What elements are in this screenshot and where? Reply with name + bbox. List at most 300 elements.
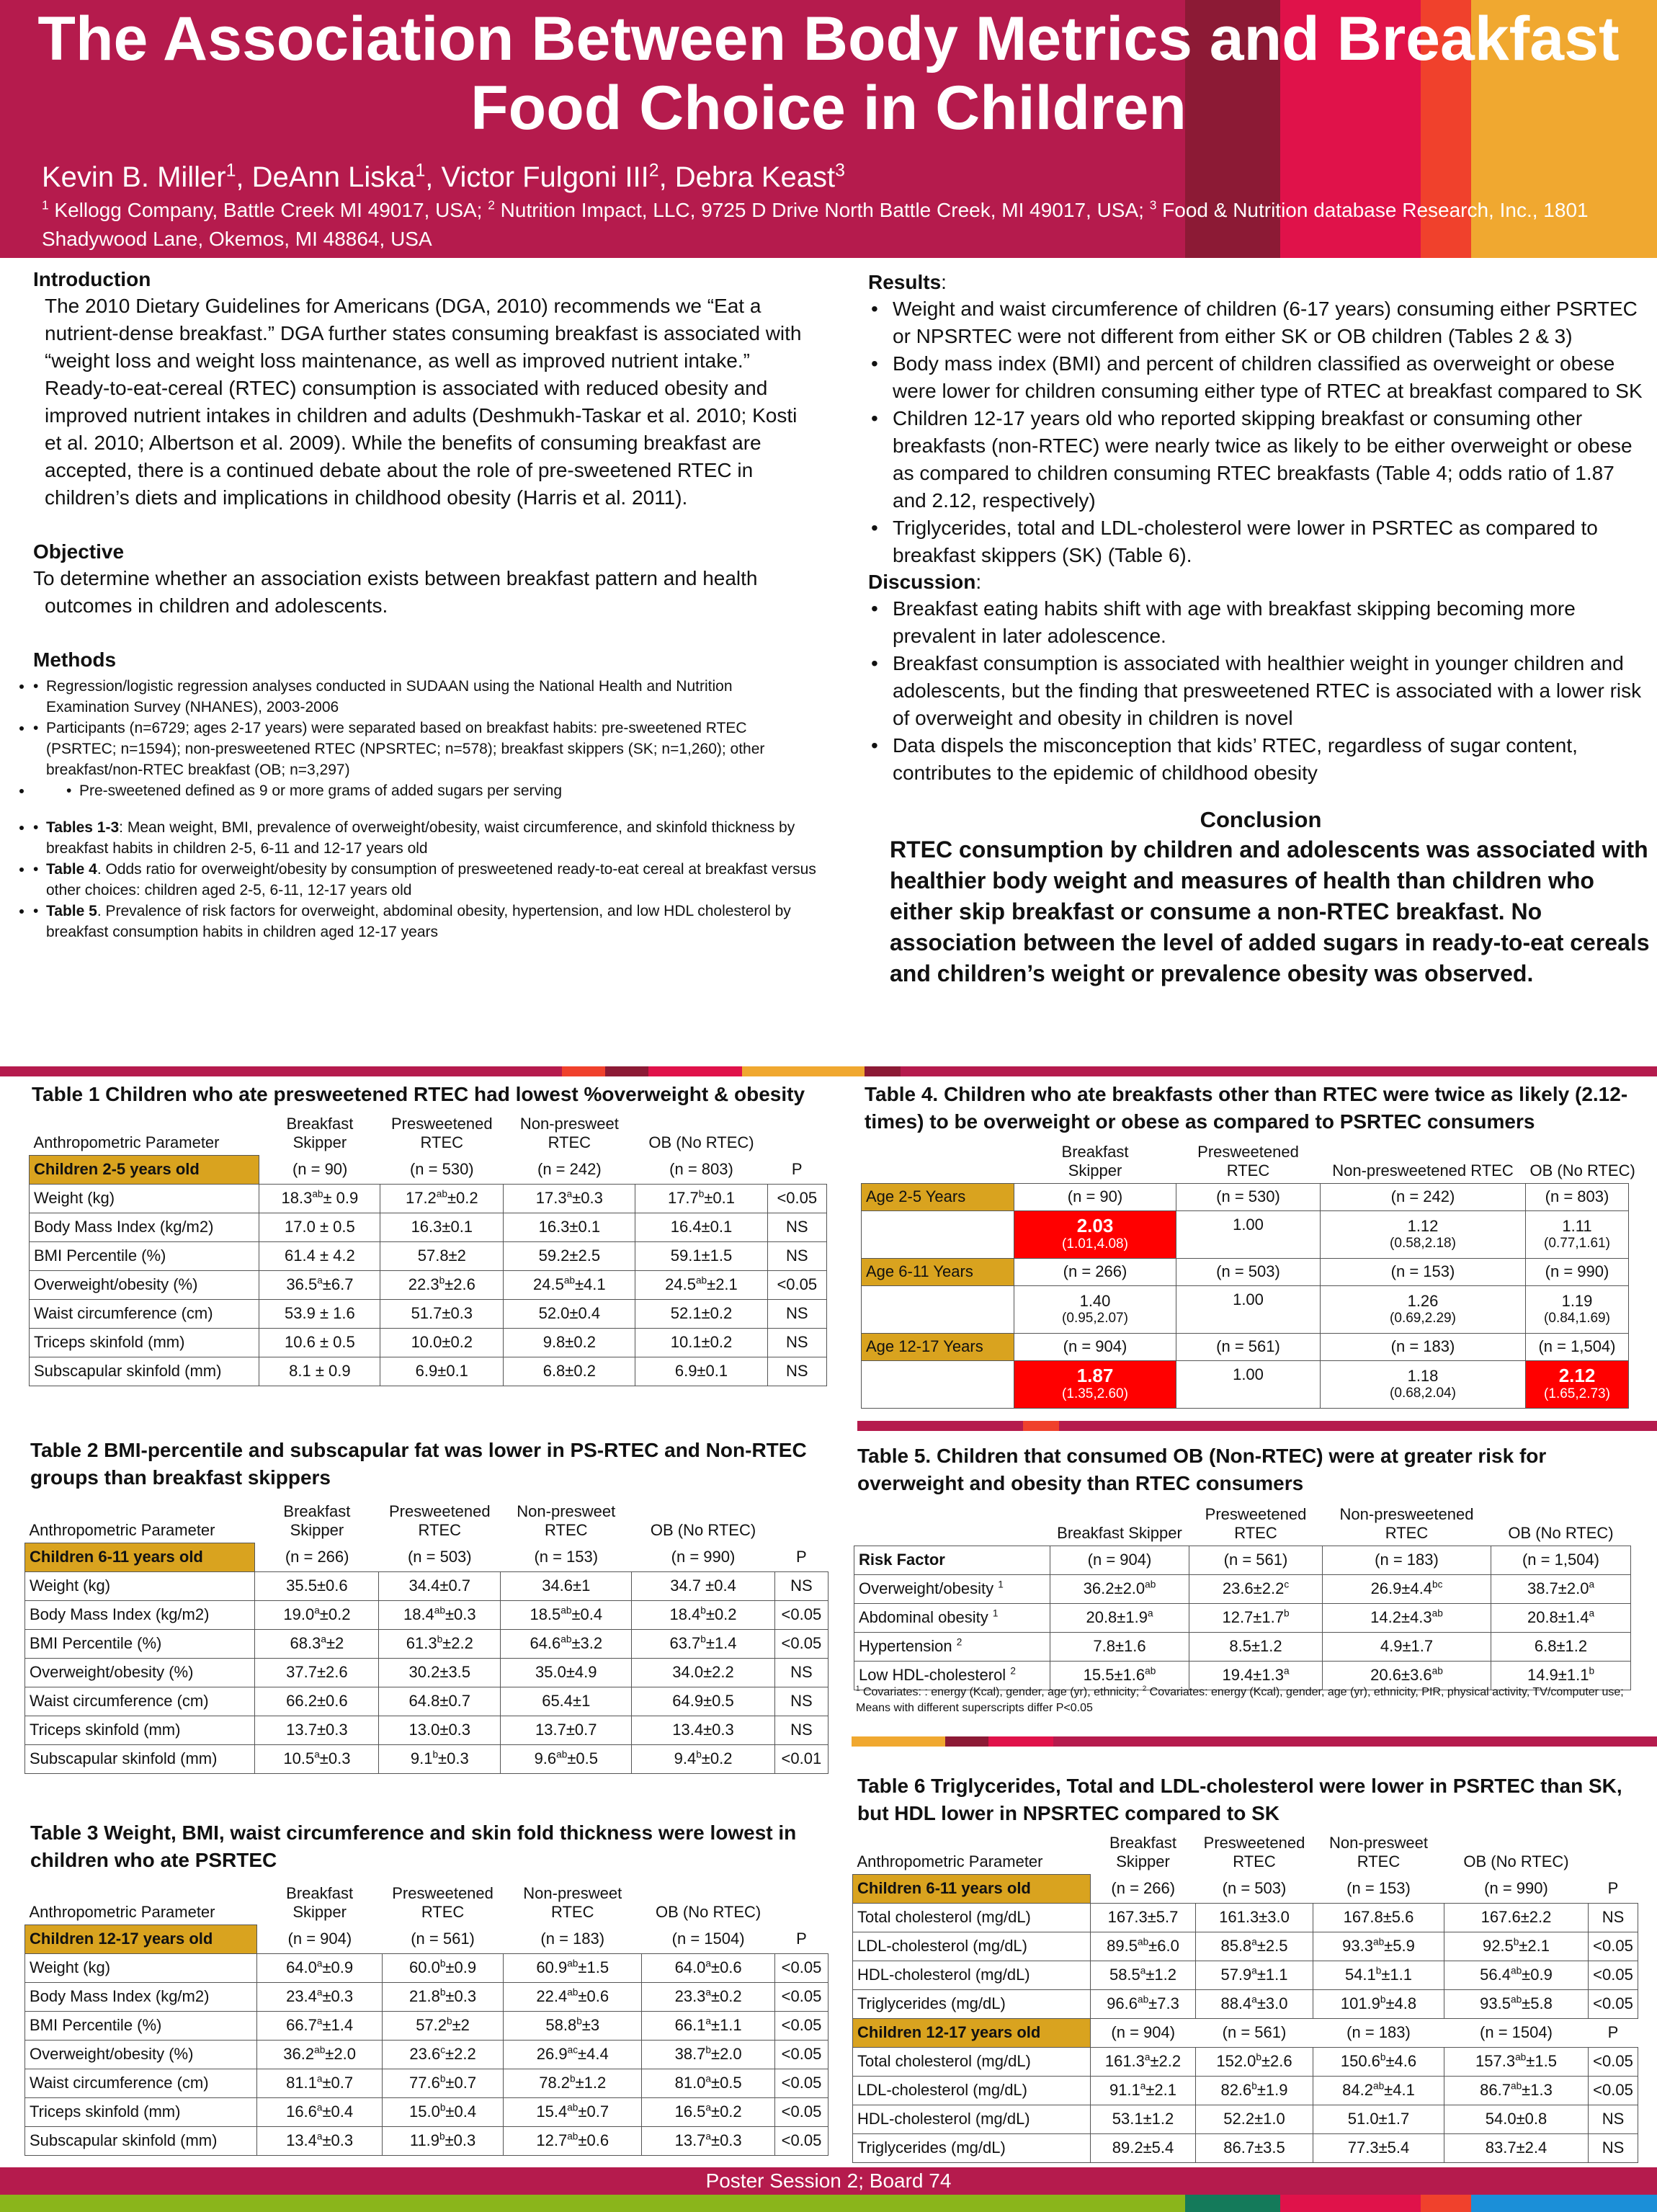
methods-table-label: Table 4 — [46, 861, 97, 878]
significance-superscript: a — [705, 2015, 711, 2027]
affiliation: $^3$ Food & Nutrition database Research, Inc., 1801 Shadywood Lane, Okemos, MI 48864, USA — [42, 197, 1589, 250]
table-header-row — [854, 1504, 1631, 1546]
table-row — [25, 1716, 828, 1744]
sample-size: (n = 90) — [1014, 1183, 1176, 1210]
column-header: Non-presweetened RTEC — [1332, 1161, 1514, 1179]
table-header-row — [25, 1501, 828, 1543]
value-cell: 53.1±1.2 — [1091, 2105, 1196, 2133]
value-cell: 84.2$^{ab}$±4.1 — [1313, 2076, 1444, 2105]
significance-superscript: ab — [1432, 1607, 1443, 1619]
value-cell: 66.1$^a$±1.1 — [642, 2011, 775, 2040]
column-header: Presweetened RTEC — [392, 1884, 493, 1921]
results-item: • Weight and waist circumference of children (6-17 years) consuming either PSRTEC or NPSRTEC were not different from either SK or OB children (Tables 2 & 3) — [868, 295, 1653, 350]
table1-title: Table 1 Children who ate presweetened RTEC had lowest %overweight & obesity — [32, 1083, 805, 1105]
p-value: <0.05 — [774, 1629, 828, 1658]
parameter-name: Overweight/obesity (%) — [25, 1658, 255, 1687]
parameter-name: Triglycerides (mg/dL) — [853, 2133, 1091, 2162]
p-value: NS — [767, 1357, 826, 1386]
affiliation-marker: 1 — [225, 161, 236, 181]
sample-size: (n = 503) — [1176, 1258, 1321, 1285]
value-cell: 86.7±3.5 — [1196, 2133, 1313, 2162]
parameter-name: Body Mass Index (kg/m2) — [25, 1600, 255, 1629]
value-cell: 15.0$^b$±0.4 — [382, 2097, 503, 2126]
methods-table-label: Tables 1-3 — [46, 819, 120, 836]
significance-superscript: a — [1140, 2080, 1146, 2092]
value-cell: 8.5±1.2 — [1189, 1632, 1323, 1661]
confidence-interval: (0.84,1.69) — [1544, 1311, 1610, 1326]
value-cell: 10.5$^a$±0.3 — [255, 1744, 379, 1773]
value-cell: 4.9±1.7 — [1323, 1632, 1491, 1661]
value-cell: 54.1$^b$±1.1 — [1313, 1961, 1444, 1989]
value-cell: 34.4±0.7 — [379, 1571, 501, 1600]
column-header — [767, 1113, 826, 1155]
p-value: <0.05 — [1589, 1932, 1638, 1961]
value-cell: 59.2±2.5 — [504, 1241, 635, 1270]
column-header: Anthropometric Parameter — [29, 1902, 215, 1921]
p-value: <0.01 — [774, 1744, 828, 1773]
column-header — [862, 1138, 1014, 1183]
odds-ratio-value: 1.00 — [1233, 1365, 1264, 1383]
column-header — [854, 1504, 1050, 1546]
odds-ratio-value: 1.26 — [1407, 1292, 1439, 1310]
group-row — [25, 1543, 828, 1571]
sample-size: (n = 990) — [1526, 1258, 1629, 1285]
table2-title: Table 2 BMI-percentile and subscapular fat was lower in PS-RTEC and Non-RTEC groups than breakfast skippers — [30, 1439, 807, 1489]
value-cell: 51.0±1.7 — [1313, 2105, 1444, 2133]
value-cell: 20.8±1.9$^a$ — [1050, 1603, 1189, 1632]
significance-superscript: a — [1144, 2051, 1151, 2063]
value-cell: 57.2$^b$±2 — [382, 2011, 503, 2040]
intro-heading: Introduction — [33, 268, 151, 290]
age-group-label: Children 12-17 years old — [25, 1925, 257, 1953]
significance-superscript: ab — [556, 1749, 568, 1760]
significance-superscript: ac — [567, 2044, 579, 2056]
value-cell: 66.7$^a$±1.4 — [257, 2011, 383, 2040]
sample-size: (n = 266) — [285, 1547, 349, 1566]
value-cell: 20.6±3.6$^{ab}$ — [1323, 1661, 1491, 1690]
table-header-row — [30, 1113, 827, 1155]
value-cell: 34.7 ±0.4 — [632, 1571, 774, 1600]
odds-ratio-value: 1.11 — [1562, 1217, 1592, 1235]
value-cell: 16.3±0.1 — [504, 1213, 635, 1241]
value-cell: 167.6±2.2 — [1444, 1903, 1589, 1932]
empty-cell — [862, 1210, 1014, 1258]
parameter-name: Triceps skinfold (mm) — [30, 1328, 259, 1357]
significance-superscript: ab — [1373, 1936, 1385, 1948]
table-row — [25, 2097, 828, 2126]
value-cell: 77.6$^b$±0.7 — [382, 2069, 503, 2097]
significance-superscript: a — [314, 1749, 320, 1760]
author-name: Kevin B. Miller$^1$, — [42, 161, 252, 193]
sample-size: (n = 266) — [1014, 1258, 1176, 1285]
significance-superscript: b — [439, 1958, 446, 1969]
column-header: Presweetened RTEC — [1205, 1504, 1307, 1542]
value-cell: 23.3$^a$±0.2 — [642, 1982, 775, 2011]
affiliation: $^2$ Nutrition Impact, LLC, 9725 D Drive North Battle Creek, MI 49017, USA; — [488, 197, 1150, 221]
sample-size: (n = 530) — [1176, 1183, 1321, 1210]
odds-ratio — [1526, 1285, 1629, 1333]
value-cell: 16.4±0.1 — [635, 1213, 767, 1241]
significance-superscript: ab — [1373, 2080, 1385, 2092]
significance-superscript: b — [1375, 1965, 1382, 1976]
sample-size: (n = 90) — [292, 1159, 348, 1178]
conclusion-text: RTEC consumption by children and adolescents was associated with healthier body weight and measures of health than children who either skip breakfast or consume a non-RTEC breakfast. No association between the level of added sugars in ready-to-eat cereals and children’s weight or prevalence obesity was observed. — [890, 837, 1650, 986]
column-header: Presweetened RTEC — [1197, 1142, 1299, 1179]
odds-ratio — [1176, 1210, 1321, 1258]
significance-superscript: ab — [434, 1605, 445, 1616]
results-item: • Triglycerides, total and LDL-cholesterol were lower in PSRTEC as compared to breakfast skippers (SK) (Table 6). — [868, 514, 1653, 569]
significance-superscript: ab — [1511, 1965, 1522, 1976]
value-cell: 64.6$^{ab}$±3.2 — [501, 1629, 632, 1658]
significance-superscript: a — [1283, 1665, 1290, 1677]
value-cell: 11.9$^b$±0.3 — [382, 2126, 503, 2155]
author-list — [42, 160, 845, 195]
poster-header — [0, 0, 1657, 258]
p-value: NS — [767, 1241, 826, 1270]
group-row — [853, 2018, 1638, 2047]
value-cell: 26.9$^{ac}$±4.4 — [504, 2040, 642, 2069]
results-item: • Children 12-17 years old who reported skipping breakfast or consuming other breakfasts (non-RTEC) were nearly twice as likely to be either overweight or obese as compared to children consuming RTEC breakfasts (Table 4; odds ratio of 1.87 and 2.12, respectively) — [868, 405, 1653, 514]
value-cell: 61.4 ± 4.2 — [259, 1241, 380, 1270]
table4-title: Table 4. Children who ate breakfasts other than RTEC were twice as likely (2.12-times) to be overweight or obese as compared to PSRTEC consumers — [865, 1083, 1628, 1133]
column-header: Anthropometric Parameter — [33, 1133, 220, 1151]
footer-text: Poster Session 2; Board 74 — [705, 2169, 952, 2192]
value-cell: 13.4$^a$±0.3 — [257, 2126, 383, 2155]
sample-size: (n = 803) — [669, 1159, 733, 1178]
empty-cell — [862, 1285, 1014, 1333]
value-cell: 77.3±5.4 — [1313, 2133, 1444, 2162]
p-value: <0.05 — [1589, 2076, 1638, 2105]
significance-superscript: a — [1589, 1607, 1595, 1619]
significance-superscript: ab — [567, 1958, 579, 1969]
value-cell: 101.9$^b$±4.8 — [1313, 1989, 1444, 2018]
table-row — [853, 1932, 1638, 1961]
value-cell: 92.5$^b$±2.1 — [1444, 1932, 1589, 1961]
highlighted-odds-ratio — [1526, 1360, 1629, 1408]
value-cell: 34.6±1 — [501, 1571, 632, 1600]
footnote-text: Covariates: energy (Kcal), gender, age (yr), ethnicity, PIR, physical activity, TV/computer use; Means with different superscripts differ P<0.05 — [856, 1686, 1624, 1714]
significance-superscript: ab — [1432, 1665, 1443, 1677]
significance-superscript: c — [440, 2044, 446, 2056]
table-row — [853, 2105, 1638, 2133]
age-group-label: Children 6-11 years old — [853, 1874, 1091, 1903]
value-cell: 35.0±4.9 — [501, 1658, 632, 1687]
p-header: P — [791, 1159, 803, 1178]
age-group-label: Age 6-11 Years — [862, 1258, 1014, 1285]
methods-heading: Methods — [33, 648, 117, 671]
odds-ratio-value: 1.40 — [1079, 1292, 1111, 1310]
sample-size: (n = 803) — [1526, 1183, 1629, 1210]
table5-title: Table 5. Children that consumed OB (Non-RTEC) were at greater risk for overweight and obesity than RTEC consumers — [857, 1445, 1547, 1494]
significance-superscript: b — [1380, 1994, 1386, 2005]
parameter-name: Waist circumference (cm) — [25, 1687, 255, 1716]
footnote-marker: 1 — [992, 1607, 999, 1619]
p-value: <0.05 — [775, 2069, 828, 2097]
sample-size: (n = 242) — [537, 1159, 602, 1178]
sample-size: (n = 183) — [1346, 2023, 1411, 2041]
parameter-name: Overweight/obesity (%) — [30, 1270, 259, 1299]
significance-superscript: b — [439, 1986, 446, 1998]
value-cell: 36.2±2.0$^{ab}$ — [1050, 1574, 1189, 1603]
significance-superscript: ab — [312, 1188, 323, 1200]
p-value: <0.05 — [775, 1982, 828, 2011]
table-row — [854, 1603, 1631, 1632]
table-row — [30, 1184, 827, 1213]
footnote-marker: 2 — [1010, 1665, 1016, 1677]
sample-size: (n = 990) — [1484, 1878, 1548, 1897]
table5-footnote — [856, 1685, 1648, 1716]
highlighted-odds-ratio — [1014, 1360, 1176, 1408]
significance-superscript: a — [314, 1605, 320, 1616]
table-row — [853, 1961, 1638, 1989]
sample-size: (n = 1,504) — [1526, 1333, 1629, 1360]
methods-table-text: : Mean weight, BMI, prevalence of overweight/obesity, waist circumference, and skinfold thickness by breakfast habits in children 2-5, 6-11 and 12-17 years old — [46, 819, 795, 857]
sample-size: (n = 153) — [1346, 1878, 1411, 1897]
value-cell: 14.9±1.1$^b$ — [1491, 1661, 1631, 1690]
age-group-label: Children 6-11 years old — [25, 1543, 255, 1571]
value-cell: 19.4±1.3$^a$ — [1189, 1661, 1323, 1690]
methods-table-text: . Odds ratio for overweight/obesity by consumption of presweetened ready-to-eat cereal at breakfast versus other choices: children aged 2-5, 6-11, 12-17 years old — [46, 861, 816, 898]
value-cell: 14.2±4.3$^{ab}$ — [1323, 1603, 1491, 1632]
column-header: Breakfast Skipper — [1057, 1523, 1182, 1542]
significance-superscript: a — [1589, 1579, 1595, 1590]
left-text-column — [33, 267, 818, 942]
affiliation-list — [42, 196, 1650, 254]
significance-superscript: b — [696, 1749, 702, 1760]
odds-ratio-value: 1.19 — [1561, 1292, 1593, 1310]
confidence-interval: (0.95,2.07) — [1062, 1311, 1128, 1326]
table-row — [30, 1270, 827, 1299]
value-cell: 56.4$^{ab}$±0.9 — [1444, 1961, 1589, 1989]
sample-size: (n = 561) — [1222, 2023, 1287, 2041]
affiliation-marker: 3 — [1149, 197, 1157, 213]
significance-superscript: a — [566, 1188, 573, 1200]
methods-table-item — [33, 817, 818, 859]
value-cell: 8.1 ± 0.9 — [259, 1357, 380, 1386]
value-cell: 36.2$^{ab}$±2.0 — [257, 2040, 383, 2069]
significance-superscript: b — [700, 1605, 706, 1616]
confidence-interval: (0.69,2.29) — [1390, 1311, 1456, 1326]
table-row — [30, 1241, 827, 1270]
p-value: NS — [774, 1571, 828, 1600]
significance-superscript: a — [705, 2073, 711, 2084]
footer-stripe — [1471, 2195, 1657, 2212]
p-value: NS — [767, 1328, 826, 1357]
p-value: <0.05 — [774, 1600, 828, 1629]
confidence-interval: (0.77,1.61) — [1544, 1236, 1610, 1251]
column-header: OB (No RTEC) — [1529, 1161, 1635, 1179]
sample-size: (n = 904) — [1050, 1546, 1189, 1574]
footnote-marker: 2 — [956, 1636, 963, 1648]
sample-size: (n = 183) — [540, 1929, 605, 1948]
value-cell: 17.2$^{ab}$±0.2 — [380, 1184, 504, 1213]
value-cell: 6.8±0.2 — [504, 1357, 635, 1386]
column-header: Breakfast Skipper — [286, 1115, 354, 1151]
value-cell: 12.7±1.7$^b$ — [1189, 1603, 1323, 1632]
footnote-marker: 1 — [856, 1685, 860, 1693]
value-cell: 167.8±5.6 — [1313, 1903, 1444, 1932]
sample-size: (n = 561) — [411, 1929, 475, 1948]
significance-superscript: bc — [1432, 1579, 1443, 1590]
p-header: P — [1607, 2023, 1619, 2041]
column-header: Non-presweet RTEC — [519, 1115, 619, 1151]
table3 — [24, 1883, 828, 2156]
age-group-row — [862, 1183, 1629, 1210]
results-heading-text: Results — [868, 271, 942, 293]
poster-title: The Association Between Body Metrics and Breakfast Food Choice in Children — [37, 4, 1620, 143]
odds-ratio-value: 1.00 — [1233, 1290, 1264, 1308]
value-cell: 23.6$^c$±2.2 — [382, 2040, 503, 2069]
parameter-name: Body Mass Index (kg/m2) — [25, 1982, 257, 2011]
value-cell: 57.8±2 — [380, 1241, 504, 1270]
table-header-row — [862, 1138, 1629, 1183]
odds-ratio-row — [862, 1285, 1629, 1333]
sample-size: (n = 1504) — [671, 1929, 745, 1948]
p-value: NS — [767, 1213, 826, 1241]
value-cell: 9.6$^{ab}$±0.5 — [501, 1744, 632, 1773]
table-row — [30, 1357, 827, 1386]
author-name: Victor Fulgoni III$^2$, — [441, 161, 675, 193]
sample-size: (n = 530) — [409, 1159, 474, 1178]
table5 — [854, 1504, 1631, 1690]
risk-factor-name: Overweight/obesity $^1$ — [854, 1574, 1050, 1603]
value-cell: 34.0±2.2 — [632, 1658, 774, 1687]
methods-tables-list — [33, 817, 818, 942]
parameter-name: Subscapular skinfold (mm) — [25, 2126, 257, 2155]
table-header-row — [25, 1883, 828, 1925]
table-row — [853, 2076, 1638, 2105]
value-cell: 15.5±1.6$^{ab}$ — [1050, 1661, 1189, 1690]
value-cell: 37.7±2.6 — [255, 1658, 379, 1687]
parameter-name: Weight (kg) — [30, 1184, 259, 1213]
value-cell: 96.6$^{ab}$±7.3 — [1091, 1989, 1196, 2018]
parameter-name: Triglycerides (mg/dL) — [853, 1989, 1091, 2018]
value-cell: 23.4$^a$±0.3 — [257, 1982, 383, 2011]
sample-size: (n = 183) — [1323, 1546, 1491, 1574]
table-row — [25, 2069, 828, 2097]
footnote-marker: 1 — [998, 1579, 1004, 1590]
odds-ratio-value: 2.03 — [1076, 1215, 1114, 1236]
significance-superscript: c — [1284, 1579, 1290, 1590]
table-row — [853, 1989, 1638, 2018]
table4 — [861, 1138, 1635, 1409]
risk-factor-name: Hypertension $^2$ — [854, 1632, 1050, 1661]
column-header: Non-presweetened RTEC — [1339, 1504, 1474, 1542]
confidence-interval: (0.68,2.04) — [1390, 1386, 1456, 1401]
value-cell: 6.9±0.1 — [635, 1357, 767, 1386]
results-list — [868, 295, 1653, 569]
value-cell: 6.8±1.2 — [1491, 1632, 1631, 1661]
significance-superscript: ab — [560, 1605, 572, 1616]
parameter-name: Weight (kg) — [25, 1953, 257, 1982]
value-cell: 17.3$^a$±0.3 — [504, 1184, 635, 1213]
parameter-name: HDL-cholesterol (mg/dL) — [853, 2105, 1091, 2133]
odds-ratio — [1321, 1285, 1526, 1333]
table-row — [25, 2126, 828, 2155]
odds-ratio — [1176, 1360, 1321, 1408]
odds-ratio — [1014, 1285, 1176, 1333]
p-value: <0.05 — [1589, 2047, 1638, 2076]
table6-title: Table 6 Triglycerides, Total and LDL-cholesterol were lower in PSRTEC than SK, but HDL lower in NPSRTEC compared to SK — [857, 1775, 1622, 1824]
value-cell: 157.3$^{ab}$±1.5 — [1444, 2047, 1589, 2076]
value-cell: 30.2±3.5 — [379, 1658, 501, 1687]
table4-divider-bar — [857, 1421, 1657, 1431]
significance-superscript: ab — [560, 1633, 572, 1645]
column-header: Anthropometric Parameter — [29, 1520, 215, 1539]
author-name: Debra Keast$^3$ — [674, 161, 845, 193]
parameter-name: Triceps skinfold (mm) — [25, 1716, 255, 1744]
parameter-name: Subscapular skinfold (mm) — [25, 1744, 255, 1773]
methods-table-label: Table 5 — [46, 903, 97, 919]
value-cell: 60.9$^{ab}$±1.5 — [504, 1953, 642, 1982]
table-header-row — [853, 1832, 1638, 1874]
significance-superscript: b — [1589, 1665, 1595, 1677]
affiliation-marker: 2 — [648, 161, 659, 181]
value-cell: 93.3$^{ab}$±5.9 — [1313, 1932, 1444, 1961]
significance-superscript: a — [316, 2102, 323, 2113]
column-header — [775, 1883, 828, 1925]
footer-stripe — [0, 2195, 1185, 2212]
p-value: <0.05 — [775, 2097, 828, 2126]
significance-superscript: b — [698, 1188, 705, 1200]
value-cell: 9.1$^b$±0.3 — [379, 1744, 501, 1773]
parameter-name: Overweight/obesity (%) — [25, 2040, 257, 2069]
value-cell: 64.9±0.5 — [632, 1687, 774, 1716]
methods-table-text: . Prevalence of risk factors for overweight, abdominal obesity, hypertension, and low HDL cholesterol by breakfast consumption habits in children aged 12-17 years — [46, 903, 791, 940]
odds-ratio-value: 1.18 — [1407, 1367, 1439, 1385]
confidence-interval: (0.58,2.18) — [1390, 1236, 1456, 1251]
value-cell: 88.4$^a$±3.0 — [1196, 1989, 1313, 2018]
value-cell: 24.5$^{ab}$±4.1 — [504, 1270, 635, 1299]
column-header: Non-presweet RTEC — [517, 1502, 616, 1539]
value-cell: 17.7$^b$±0.1 — [635, 1184, 767, 1213]
sample-size: (n = 904) — [287, 1929, 352, 1948]
value-cell: 20.8±1.4$^a$ — [1491, 1603, 1631, 1632]
parameter-name: Waist circumference (cm) — [25, 2069, 257, 2097]
value-cell: 64.0$^a$±0.6 — [642, 1953, 775, 1982]
p-value: NS — [774, 1658, 828, 1687]
p-value: <0.05 — [767, 1184, 826, 1213]
value-cell: 66.2±0.6 — [255, 1687, 379, 1716]
value-cell: 152.0$^b$±2.6 — [1196, 2047, 1313, 2076]
parameter-name: HDL-cholesterol (mg/dL) — [853, 1961, 1091, 1989]
group-row — [30, 1155, 827, 1184]
odds-ratio-value: 1.87 — [1076, 1365, 1114, 1386]
sample-size: (n = 153) — [534, 1547, 599, 1566]
sample-size: (n = 904) — [1014, 1333, 1176, 1360]
significance-superscript: a — [321, 1633, 326, 1645]
intro-text: The 2010 Dietary Guidelines for Americans (DGA, 2010) recommends we “Eat a nutrient-dense breakfast.” DGA further states consuming breakfast is associated with “weight loss and weight loss maintenance, as well as improved nutrient intake.” Ready-to-eat-cereal (RTEC) consumption is associated with reduced obesity and improved nutrient intakes in children and adults (Deshmukh-Taskar et al. 2010; Kosti et al. 2010; Albertson et al. 2009). While the benefits of consuming breakfast are accepted, there is a continued debate about the role of pre-sweetened RTEC in children’s diets and implications in childhood obesity (Harris et al. 2011). — [45, 295, 802, 509]
table-row — [25, 1600, 828, 1629]
sample-size: (n = 242) — [1321, 1183, 1526, 1210]
table5-divider-bar — [852, 1736, 1657, 1747]
table1 — [29, 1113, 827, 1386]
risk-factor-name: Abdominal obesity $^1$ — [854, 1603, 1050, 1632]
value-cell: 13.7±0.7 — [501, 1716, 632, 1744]
value-cell: 35.5±0.6 — [255, 1571, 379, 1600]
age-group-label: Children 2-5 years old — [30, 1155, 259, 1184]
parameter-name: Subscapular skinfold (mm) — [30, 1357, 259, 1386]
age-group-label: Age 2-5 Years — [862, 1183, 1014, 1210]
significance-superscript: a — [317, 1275, 323, 1286]
p-value: NS — [774, 1687, 828, 1716]
significance-superscript: a — [316, 2015, 323, 2027]
affiliation-marker: 2 — [488, 197, 495, 213]
significance-superscript: b — [576, 2015, 582, 2027]
affiliation-marker: 1 — [42, 197, 49, 213]
objective-heading: Objective — [33, 540, 125, 563]
table-row — [25, 2040, 828, 2069]
